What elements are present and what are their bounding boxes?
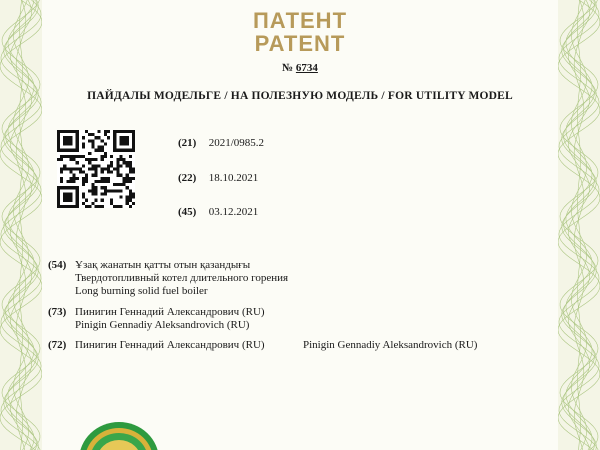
field-22-code: (22) <box>178 172 197 184</box>
patent-title-en: PATENT <box>254 31 346 56</box>
qr-code-icon <box>56 130 136 208</box>
field-21-code: (21) <box>178 137 197 149</box>
field-45-value: 03.12.2021 <box>208 206 259 218</box>
owner-ru: Пинигин Геннадий Александрович (RU) <box>75 306 265 318</box>
field-72-code: (72) <box>48 339 67 351</box>
field-45-publication-date <box>178 206 258 219</box>
author-ru: Пинигин Геннадий Александрович (RU) <box>75 339 265 351</box>
owner-en: Pinigin Gennadiy Aleksandrovich (RU) <box>75 319 250 331</box>
patent-number-prefix: № <box>282 62 294 74</box>
field-22-filing-date <box>178 172 258 185</box>
field-54-code: (54) <box>48 259 67 271</box>
patent-number-value: 6734 <box>295 62 318 74</box>
patent-title-kz: ПАТЕНТ <box>252 8 348 33</box>
patent-number <box>0 62 600 74</box>
field-73-code: (73) <box>48 306 67 318</box>
title-ru: Твердотопливный котел длительного горения <box>75 272 289 284</box>
field-21-value: 2021/0985.2 <box>208 137 265 149</box>
field-22-value: 18.10.2021 <box>208 172 259 184</box>
field-45-code: (45) <box>178 206 197 218</box>
seal-emblem-icon <box>78 420 160 450</box>
document-type-heading: ПАЙДАЛЫ МОДЕЛЬГЕ / НА ПОЛЕЗНУЮ МОДЕЛЬ / FOR UTILITY MODEL <box>87 90 513 102</box>
title-en: Long burning solid fuel boiler <box>75 285 208 297</box>
author-en: Pinigin Gennadiy Aleksandrovich (RU) <box>303 339 478 351</box>
field-21-application-number <box>178 137 264 150</box>
title-kz: Ұзақ жанатын қатты отын қазандығы <box>75 259 251 271</box>
